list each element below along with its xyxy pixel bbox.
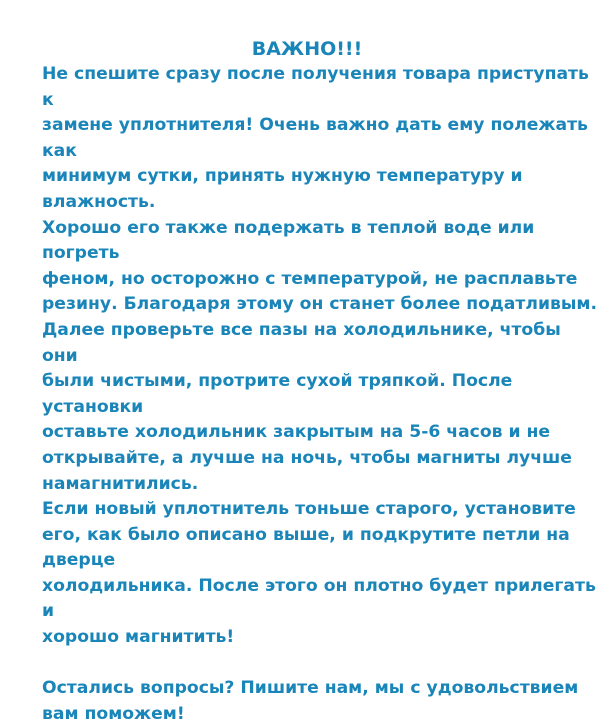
document-title: ВАЖНО!!! <box>251 38 363 60</box>
paragraph-spacer <box>42 651 602 677</box>
paragraph-preparation: Не спешите сразу после получения товара приступать к замене уплотнителя! Очень важно дать ему полежать как минимум сутки, принять нужную температуру и влажность. Хорошо его также подержать в теплой воде или погреть феном, но осторожно с температурой, не расплавьте резину. Благодаря этому он станет более податливым. Далее проверьте все пазы на холодильнике, чтобы они были чистыми, протрите сухой тряпкой. После установки оставьте холодильник закрытым на 5-6 часов и не открывайте, а лучше на ночь, чтобы магниты лучше намагнитились. <box>42 64 597 494</box>
instruction-document <box>42 38 602 727</box>
paragraph-thin-seal: Если новый уплотнитель тоньше старого, установите его, как было описано выше, и подкрутите петли на дверце холодильника. После этого он плотно будет прилегать и хорошо магнитить! <box>42 499 596 648</box>
paragraph-contact: Остались вопросы? Пишите нам, мы с удовольствием вам поможем! <box>42 678 579 724</box>
